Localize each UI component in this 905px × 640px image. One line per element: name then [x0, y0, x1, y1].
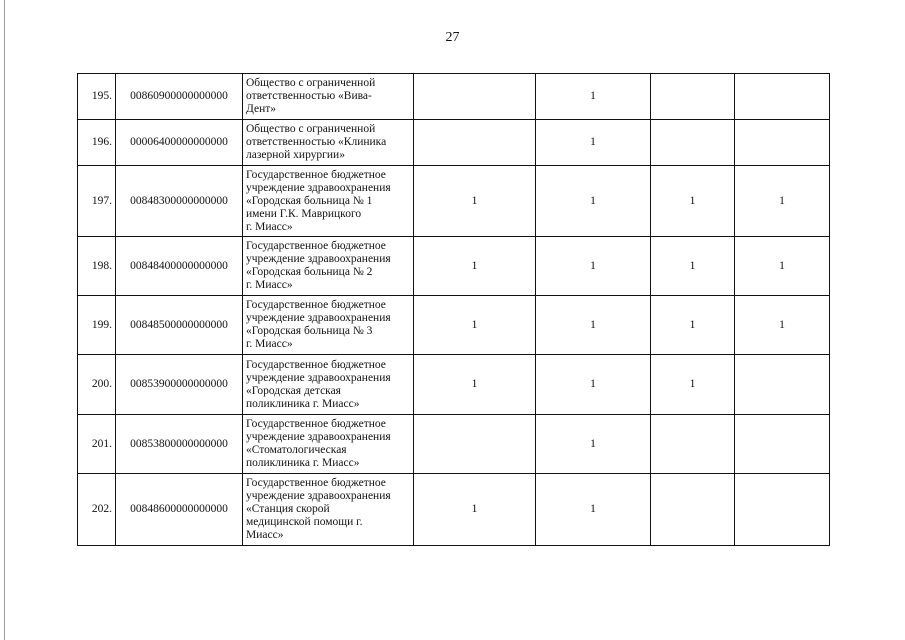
organization-name	[243, 237, 414, 296]
row-number: 198.	[78, 237, 116, 296]
row-number: 199.	[78, 296, 116, 355]
organization-name-line: лазерной хирургии»	[246, 149, 345, 161]
table-row	[78, 166, 830, 237]
value-cell-4: 1	[735, 166, 830, 237]
value-cell-3	[651, 120, 735, 166]
organization-name-line: «Стоматологическая	[246, 444, 347, 456]
organization-name-line: учреждение здравоохранения	[246, 371, 391, 384]
table-row	[78, 355, 830, 415]
value-cell-4	[735, 355, 830, 415]
organization-name-line: Государственное бюджетное	[246, 240, 386, 252]
organization-name-line: «Городская больница № 1	[246, 194, 373, 207]
organization-name-line: Дент»	[246, 103, 277, 115]
value-cell-3	[651, 415, 735, 474]
organization-code: 00860900000000000	[116, 74, 243, 120]
table-row	[78, 415, 830, 474]
row-number: 201.	[78, 415, 116, 474]
table-row	[78, 120, 830, 166]
value-cell-2: 1	[536, 237, 651, 296]
table-body	[78, 74, 830, 546]
value-cell-3: 1	[651, 355, 735, 415]
organization-name-line: «Городская больница № 3	[246, 325, 373, 337]
value-cell-3: 1	[651, 296, 735, 355]
value-cell-3	[651, 74, 735, 120]
organization-name-line: «Городская больница № 2	[246, 266, 373, 278]
organization-name-line: Государственное бюджетное	[246, 418, 386, 430]
organization-name-line: учреждение здравоохранения	[246, 431, 391, 443]
organization-code: 00853800000000000	[116, 415, 243, 474]
organization-name-line: медицинской помощи г.	[246, 516, 363, 528]
organization-name-line: «Станция скорой	[246, 503, 330, 515]
value-cell-3	[651, 474, 735, 546]
scan-edge-line	[4, 0, 5, 640]
organization-name	[243, 120, 414, 166]
organization-name-line: Миасс»	[246, 529, 284, 541]
organizations-table	[77, 73, 830, 546]
value-cell-1: 1	[414, 355, 536, 415]
value-cell-4	[735, 474, 830, 546]
value-cell-2: 1	[536, 166, 651, 237]
organization-name-line: Государственное бюджетное	[246, 358, 386, 371]
organization-name-line: Государственное бюджетное	[246, 299, 386, 311]
value-cell-1: 1	[414, 474, 536, 546]
organization-name	[243, 74, 414, 120]
organization-code: 00848300000000000	[116, 166, 243, 237]
row-number: 197.	[78, 166, 116, 237]
organization-name-line: г. Миасс»	[246, 220, 293, 233]
value-cell-2: 1	[536, 474, 651, 546]
organization-name-line: Общество с ограниченной	[246, 77, 376, 89]
value-cell-3: 1	[651, 166, 735, 237]
organization-name	[243, 296, 414, 355]
row-number: 200.	[78, 355, 116, 415]
value-cell-1	[414, 120, 536, 166]
organization-name-line: ответственностью «Клиника	[246, 136, 387, 148]
organization-name	[243, 166, 414, 237]
value-cell-4	[735, 120, 830, 166]
organization-name	[243, 355, 414, 415]
organization-name-line: учреждение здравоохранения	[246, 490, 391, 502]
organization-code: 00853900000000000	[116, 355, 243, 415]
organization-code: 00848500000000000	[116, 296, 243, 355]
organization-code: 00006400000000000	[116, 120, 243, 166]
value-cell-4	[735, 74, 830, 120]
table-row	[78, 296, 830, 355]
organization-name-line: Государственное бюджетное	[246, 168, 386, 181]
page-number: 27	[445, 30, 460, 45]
organization-name-line: Общество с ограниченной	[246, 123, 376, 135]
organization-name-line: г. Миасс»	[246, 338, 293, 350]
table-row	[78, 474, 830, 546]
value-cell-2: 1	[536, 415, 651, 474]
row-number: 196.	[78, 120, 116, 166]
organization-name-line: Государственное бюджетное	[246, 477, 386, 489]
value-cell-1: 1	[414, 296, 536, 355]
organization-code: 00848600000000000	[116, 474, 243, 546]
value-cell-2: 1	[536, 355, 651, 415]
organization-name	[243, 474, 414, 546]
organization-name-line: учреждение здравоохранения	[246, 312, 391, 324]
organization-name-line: имени Г.К. Маврицкого	[246, 207, 362, 220]
organization-code: 00848400000000000	[116, 237, 243, 296]
value-cell-1: 1	[414, 166, 536, 237]
organization-name-line: учреждение здравоохранения	[246, 253, 391, 265]
organization-name-line: ответственностью «Вива-	[246, 90, 372, 102]
value-cell-2: 1	[536, 120, 651, 166]
organization-name-line: поликлиника г. Миасс»	[246, 397, 360, 410]
table-row	[78, 237, 830, 296]
value-cell-2: 1	[536, 296, 651, 355]
value-cell-1	[414, 415, 536, 474]
organization-name-line: учреждение здравоохранения	[246, 181, 391, 194]
row-number: 195.	[78, 74, 116, 120]
value-cell-4: 1	[735, 237, 830, 296]
organization-name-line: г. Миасс»	[246, 279, 293, 291]
table-row	[78, 74, 830, 120]
row-number: 202.	[78, 474, 116, 546]
organization-name	[243, 415, 414, 474]
value-cell-1: 1	[414, 237, 536, 296]
value-cell-3: 1	[651, 237, 735, 296]
organization-name-line: поликлиника г. Миасс»	[246, 457, 360, 469]
value-cell-1	[414, 74, 536, 120]
value-cell-2: 1	[536, 74, 651, 120]
organization-name-line: «Городская детская	[246, 384, 341, 397]
value-cell-4: 1	[735, 296, 830, 355]
value-cell-4	[735, 415, 830, 474]
